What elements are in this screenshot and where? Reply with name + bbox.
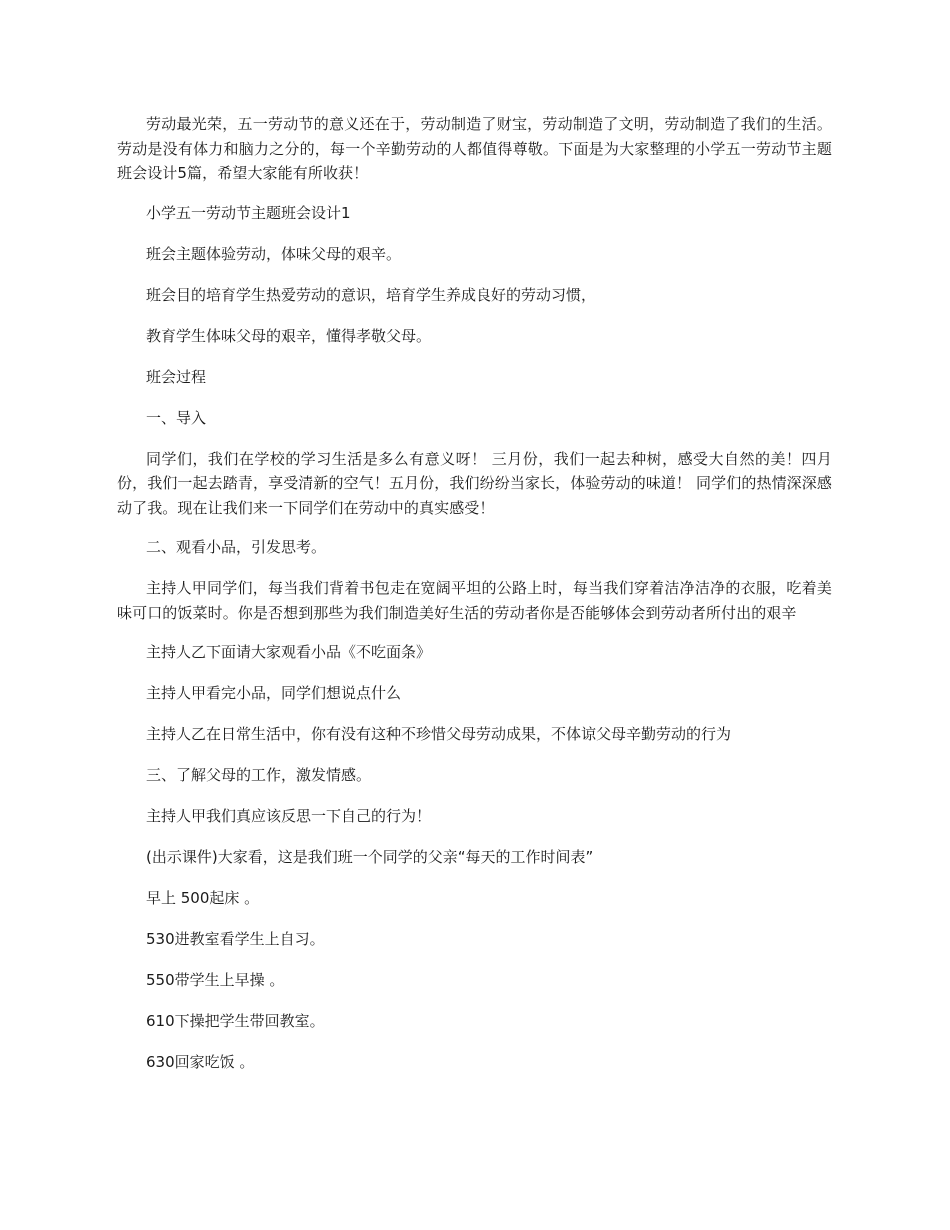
host-a-line-2: 主持人甲看完小品，同学们想说点什么 [146,684,402,702]
schedule-item: 610下操把学生带回教室。 [146,1012,325,1030]
schedule-item: 早上 500起床 。 [146,889,260,907]
purpose-continued-line: 教育学生体味父母的艰辛，懂得孝敬父母。 [146,326,432,345]
host-b-line-1: 主持人乙下面请大家观看小品《不吃面条》 [146,643,432,661]
theme-line: 班会主题体验劳动，体味父母的艰辛。 [146,244,402,263]
step1-paragraph: 同学们，我们在学校的学习生活是多么有意义呀！ 三月份，我们一起去种树，感受大自然的美！四月份，我们一起去踏青，享受清新的空气！五月份，我们纷纷当家长，体验劳动的味道！ 同学们的热情深深感动了我。现在让我们来一下同学们在劳动中的真实感受！ [117,449,832,517]
document-body [117,112,832,1091]
step1-heading: 一、导入 [146,408,207,427]
host-a-paragraph-1: 主持人甲同学们，每当我们背着书包走在宽阔平坦的公路上时，每当我们穿着洁净洁净的衣服，吃着美味可口的饭菜时。你是否想到那些为我们制造美好生活的劳动者你是否能够体会到劳动者所付出的艰辛 [117,579,832,622]
host-b-line-2: 主持人乙在日常生活中，你有没有这种不珍惜父母劳动成果，不体谅父母辛勤劳动的行为 [146,725,732,743]
host-a-line-3: 主持人甲我们真应该反思一下自己的行为！ [146,807,432,825]
intro-paragraph: 劳动最光荣，五一劳动节的意义还在于，劳动制造了财宝，劳动制造了文明，劳动制造了我们的生活。劳动是没有体力和脑力之分的，每一个辛勤劳动的人都值得尊敬。下面是为大家整理的小学五一劳动节主题班会设计5篇，希望大家能有所收获！ [117,115,832,182]
schedule-item: 530进教室看学生上自习。 [146,930,325,948]
step3-heading: 三、了解父母的工作，激发情感。 [146,766,372,784]
step2-heading: 二、观看小品，引发思考。 [146,538,327,556]
courseware-line: (出示课件)大家看，这是我们班一个同学的父亲“每天的工作时间表” [146,848,594,866]
purpose-line: 班会目的培育学生热爱劳动的意识，培育学生养成良好的劳动习惯， [146,285,597,304]
section-title: 小学五一劳动节主题班会设计1 [146,203,351,222]
schedule-item: 550带学生上早操 。 [146,971,285,989]
process-heading: 班会过程 [146,367,207,386]
schedule-item: 630回家吃饭 。 [146,1053,255,1071]
